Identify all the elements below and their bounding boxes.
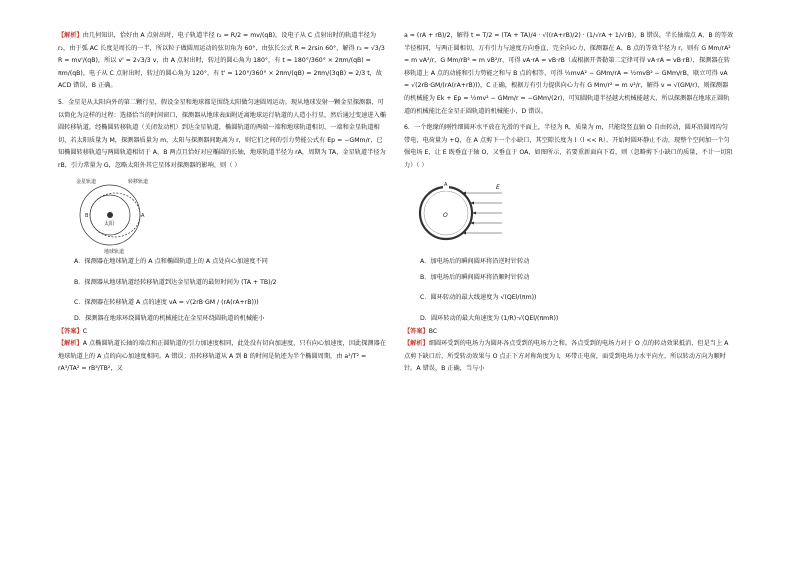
q5-analysis [58, 338, 388, 376]
analysis-tag: 【解析】 [58, 340, 83, 348]
q6-option-d: D．圆环转动的最大角速度为 (1/R)·√(QEl/(πmR)) [420, 314, 559, 322]
answer-tag: 【答案】 [58, 327, 83, 335]
orbit-diagram [68, 177, 388, 253]
analysis-text: 由几何知识，恰好由 A 点射出时，电子轨道半径 r₂ = R/2 = mv/(qB)，设电子从 C 点射出时的轨道半径为 r₂，由于弧 AC 长度是周长的一半，所以粒子做圆周运动的弦切角为 60°，由弦长公式 R = 2rsin 60°，解得 r₂ = √3/3 R = mv'/(qB)，所以 v' = 2√3/3 v，由 A 点射出时，转过的圆心角为 180°，有 t = 180°/360° × 2πm/(qB) = πm/(qB)，电子从 C 点射出时，转过的圆心角为 120°，有 t' = 120°/360° × 2πm/(qB) = 2πm/(3qB) = 2/3 t，故 ACD 错误，B 正确。 [58, 32, 385, 90]
analysis-paragraph-1 [58, 30, 388, 93]
field-e-label: E [496, 183, 500, 191]
q6-answer [404, 326, 734, 339]
answer-value: BC [428, 327, 438, 335]
q5-option-a: A．探测器在地球轨道上的 A 点和椭圆轨道上的 A 点处向心加速度不同 [74, 258, 268, 266]
point-a-label: A [141, 212, 145, 219]
q6-option-b: B．加电场后的瞬间圆环将沿顺时针转动 [420, 273, 530, 281]
analysis-text: A 点椭圆轨道长轴的端点和正圆轨道的引力加速度相同，此处没有切向加速度，只有向心加速度，因此探测器在地球轨道上的 A 点的向心加速度相同。A 错误；沿转移轨道从 A 到 B 的时间是轨迹为半个椭圆周期，由 a³/T² = rA³/TA² = rB³/TB²，又 [58, 340, 386, 373]
q5-option-b: B．探测器从地球轨道经转移轨道到达金星轨道的最短时间为 (TA + TB)/2 [74, 278, 277, 286]
venus-orbit-label: 金星轨道 [76, 178, 97, 185]
q5-option-c: C．探测器在转移轨道 A 点的速度 vA = √(2rB·GM / (rA(rA+rB))) [74, 299, 259, 307]
q5-analysis-continued: a = (rA + rB)/2，解得 t = T/2 = (TA + TA)/4 · √((rA+rB)/2) · (1/√rA + 1/√rB)，B 错误，半长轴端点 A、B 的等效半径相同，与两正圆相切，万有引力与速度方向垂直，完全向心力，探测器在 A、B 点的等效半径为 r，则有 G Mm/rA² = m vA²/r，G Mm/rB² = m vB²/r，可得 vA·rA = vB·rB（或根据开普勒第二定律可得 vA·rA = vB·rB），探测器在转移轨道上 A 点的动能和引力势能之和与 B 点的相等，可得 ½mvA² − GMm/rA = ½mvB² − GMm/rB，联立可得 vA = √(2rB·GM/(rA(rA+rB)))，C 正确，根据万有引力提供向心力有 G Mm/r² = m v²/r，解得 v = √(GM/r)，则探测器的机械能为 Ek + Ep = ½mv² − GMm/r = −GMm/(2r)，可知圆轨道半径越大机械能越大，所以探测器在地球正圆轨道的机械能比在金星正圆轨道的机械能小，D 错误。 [404, 32, 734, 115]
transfer-orbit-label: 转移轨道 [128, 178, 149, 185]
analysis-tag: 【解析】 [58, 32, 83, 39]
question-6: 6．一个绝缘的刚性细圆环水平放在光滑的平面上，半径为 R，质量为 m，只能绕竖直轴 O 自由转动，圆环沿圆周均匀带电，电荷量为 +Q，在 A 点剪下一个小缺口，其空隙长度为 l（l << R）。开始时圆环静止不动，现整个空间加一个匀强电场 E，让 E 既垂直于轴 O，又垂直于 OA，如图所示，若要重新面向下看，则（忽略剪下小缺口的质量，不计一切阻力）（ ） [404, 124, 733, 169]
ring-diagram [414, 177, 734, 253]
q5-option-d: D．探测器在地球环绕圆轨道的机械能比在金星环绕圆轨道的机械能小 [74, 314, 265, 322]
q6-option-c: C．圆环转动的最大线速度为 √(QEl/(πm)) [420, 294, 537, 302]
field-arrowheads [462, 191, 476, 234]
question-5: 5．金星是从太阳向外的第二颗行星，假设金星和地球都是围绕太阳做匀速圆周运动。现从地球发射一颗金星探测器，可以简化为这样的过程：选择恰当的时间窗口，探测器从地球表面附近离地球运行轨道的人造小行星，然后通过变速进入椭圆转移轨道，经椭圆转移轨道（关闭发动机）到达金星轨道，椭圆轨道的两端一端和地球轨道相切，一端和金星轨道相切，若太阳质量为 M，探测器质量为 m，太阳与探测器间距离为 r，则它们之间的引力势能公式有 Ep = −GMm/r，已知椭圆转移轨道与两圆轨道相切于 A、B 两点且恰好对应椭圆的长轴，地球轨道半径为 rA，周期为 TA，金星轨道半径为 rB，引力常量为 G，忽略太阳外其它星体对探测器的影响，则（ ） [58, 98, 386, 169]
earth-orbit-label: 地球轨道 [104, 248, 125, 255]
point-b-label: B [85, 212, 89, 219]
answer-tag: 【答案】 [404, 327, 429, 335]
q5-answer [58, 326, 388, 339]
right-column [404, 30, 734, 376]
analysis-text: 细圆环受到的电场力为圆环各点受到的电场力之和。各点受到的电场力对于 O 点的转动效果抵消，但是当上 A 点剪下缺口后，所受转动效果与 O 点正下方对称角度为 l，环带正电荷，面受到电场力水平向左，所以转动方向为顺时针。A 错误，B 正确，当与小 [404, 340, 729, 373]
ring-diagram-svg [414, 177, 504, 247]
point-a-label: A [444, 181, 448, 188]
sun-label: 太阳 [104, 220, 115, 227]
q6-analysis [404, 338, 734, 376]
q6-option-a: A．加电场后的瞬间圆环将沿逆时针转动 [420, 258, 530, 266]
point-o-label: O [443, 211, 448, 219]
left-column [58, 30, 388, 376]
analysis-tag: 【解析】 [404, 340, 429, 348]
orbit-diagram-svg [68, 177, 178, 255]
answer-value: C [82, 327, 88, 335]
sun-dot [107, 212, 113, 218]
